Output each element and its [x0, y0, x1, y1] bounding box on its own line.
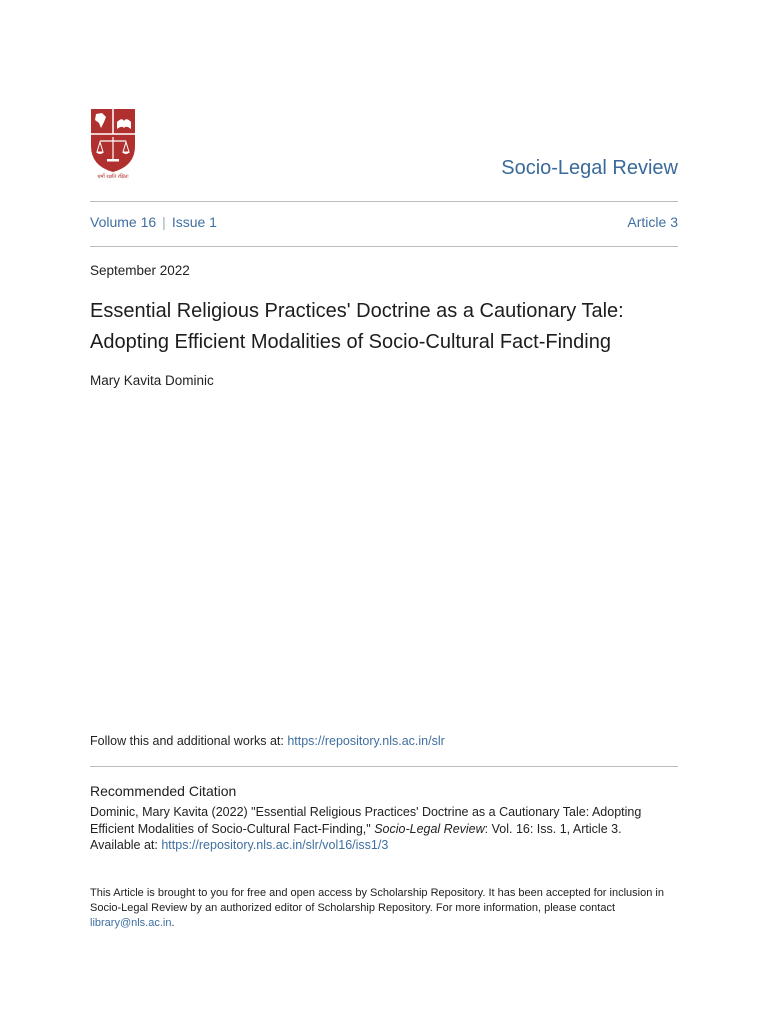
contact-email-link[interactable]: library@nls.ac.in	[90, 917, 172, 929]
available-label: Available at:	[90, 838, 162, 852]
repository-link[interactable]: https://repository.nls.ac.in/slr	[287, 734, 445, 748]
notice-text: This Article is brought to you for free and open access by Scholarship Repository. It has been accepted for inclusion in Socio-Legal Review by an authorized editor of Scholarship Repository. For more information, please contact	[90, 887, 664, 914]
title-line-1: Essential Religious Practices' Doctrine as a Cautionary Tale:	[90, 300, 624, 322]
issue-link[interactable]: Issue 1	[171, 214, 217, 230]
citation-heading: Recommended Citation	[90, 783, 237, 799]
issue-divider	[90, 246, 678, 247]
article-title	[90, 296, 678, 358]
journal-title[interactable]: Socio-Legal Review	[501, 157, 678, 179]
author-name: Mary Kavita Dominic	[90, 373, 214, 388]
svg-text:धर्मो रक्षति रक्षितः: धर्मो रक्षति रक्षितः	[97, 174, 129, 180]
citation-text	[90, 804, 678, 854]
publication-date: September 2022	[90, 263, 190, 278]
header-divider	[90, 201, 678, 202]
citation-part-2: : Vol. 16: Iss. 1, Article 3.	[484, 821, 622, 836]
follow-label: Follow this and additional works at:	[90, 734, 288, 748]
citation-journal: Socio-Legal Review	[374, 821, 485, 836]
citation-divider	[90, 766, 678, 767]
nls-logo	[90, 108, 136, 180]
emblem-icon	[90, 108, 136, 180]
follow-works	[90, 734, 445, 748]
volume-link[interactable]: Volume 16	[90, 214, 157, 230]
notice-end: .	[171, 917, 175, 929]
citation-part-1: Dominic, Mary Kavita (2022) "Essential Religious Practices' Doctrine as a Cautionary Tale: Adopting Efficient Modalities of Socio-Cultural Fact-Finding,"	[90, 805, 642, 836]
access-notice	[90, 886, 678, 931]
issue-separator: |	[162, 214, 166, 230]
cover-page	[90, 0, 678, 1024]
article-link[interactable]: Article 3	[627, 214, 678, 230]
title-line-2: Adopting Efficient Modalities of Socio-Cultural Fact-Finding	[90, 331, 611, 353]
article-url-link[interactable]: https://repository.nls.ac.in/slr/vol16/iss1/3	[161, 838, 389, 852]
